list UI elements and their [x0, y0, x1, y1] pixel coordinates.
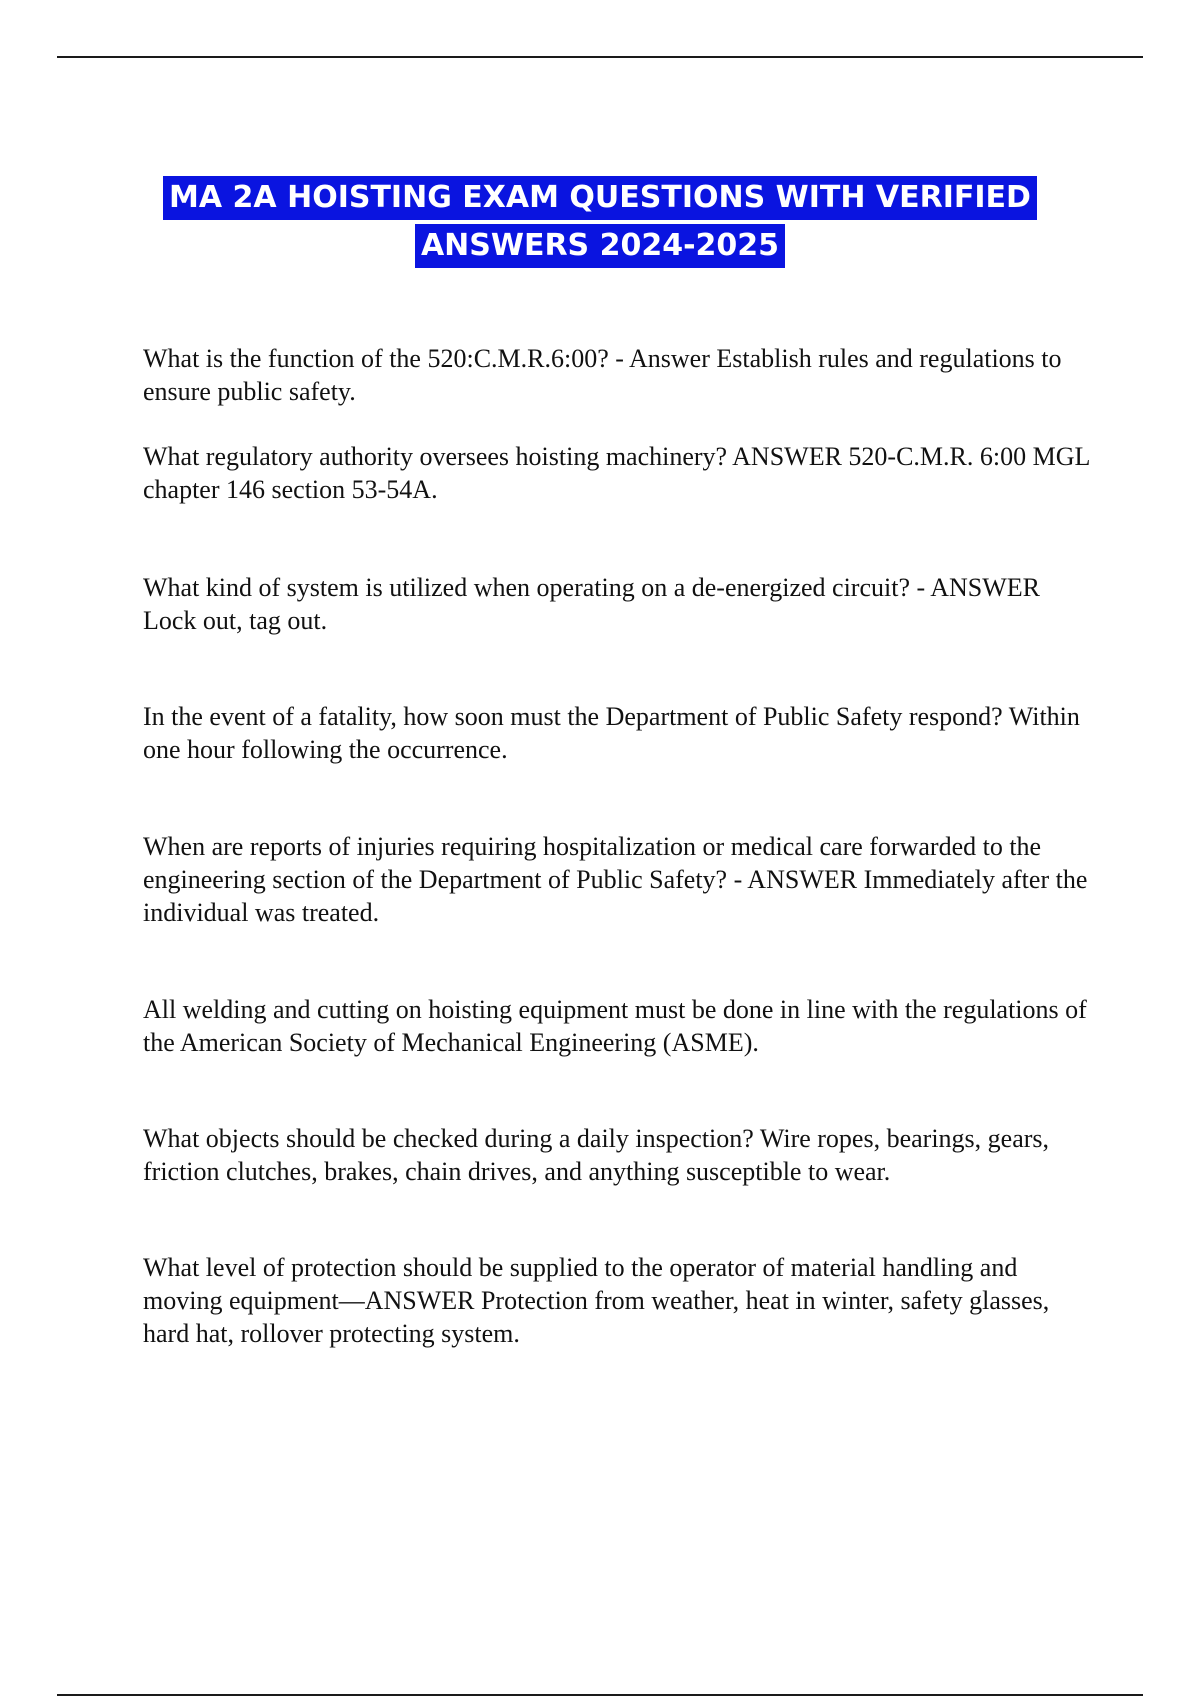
document-title: [0, 174, 1200, 270]
qa-item-5: When are reports of injuries requiring hospitalization or medical care forwarded to the engineering section of the Department of Public Safety? - ANSWER Immediately after the individual was treated.: [143, 832, 1088, 927]
title-line-2: ANSWERS 2024-2025: [415, 224, 785, 268]
qa-item-8: What level of protection should be supplied to the operator of material handling and moving equipment—ANSWER Protection from weather, heat in winter, safety glasses, hard hat, rollover protecting system.: [143, 1253, 1050, 1348]
qa-item-6: All welding and cutting on hoisting equipment must be done in line with the regulations of the American Society of Mechanical Engineering (ASME).: [143, 995, 1087, 1057]
question-answer-list: [143, 342, 1093, 1350]
qa-item-1: What is the function of the 520:C.M.R.6:00? - Answer Establish rules and regulations to ensure public safety.: [143, 344, 1062, 406]
footer-rule: [57, 1694, 1143, 1696]
qa-item-3: What kind of system is utilized when operating on a de-energized circuit? - ANSWER Lock out, tag out.: [143, 573, 1040, 635]
qa-item-7: What objects should be checked during a daily inspection? Wire ropes, bearings, gears, friction clutches, brakes, chain drives, and anything susceptible to wear.: [143, 1124, 1050, 1186]
qa-item-2: What regulatory authority oversees hoisting machinery? ANSWER 520-C.M.R. 6:00 MGL chapter 146 section 53-54A.: [143, 442, 1090, 504]
header-rule: [57, 56, 1143, 58]
title-line-1: MA 2A HOISTING EXAM QUESTIONS WITH VERIFIED: [163, 176, 1037, 220]
qa-item-4: In the event of a fatality, how soon must the Department of Public Safety respond? Within one hour following the occurrence.: [143, 702, 1080, 764]
